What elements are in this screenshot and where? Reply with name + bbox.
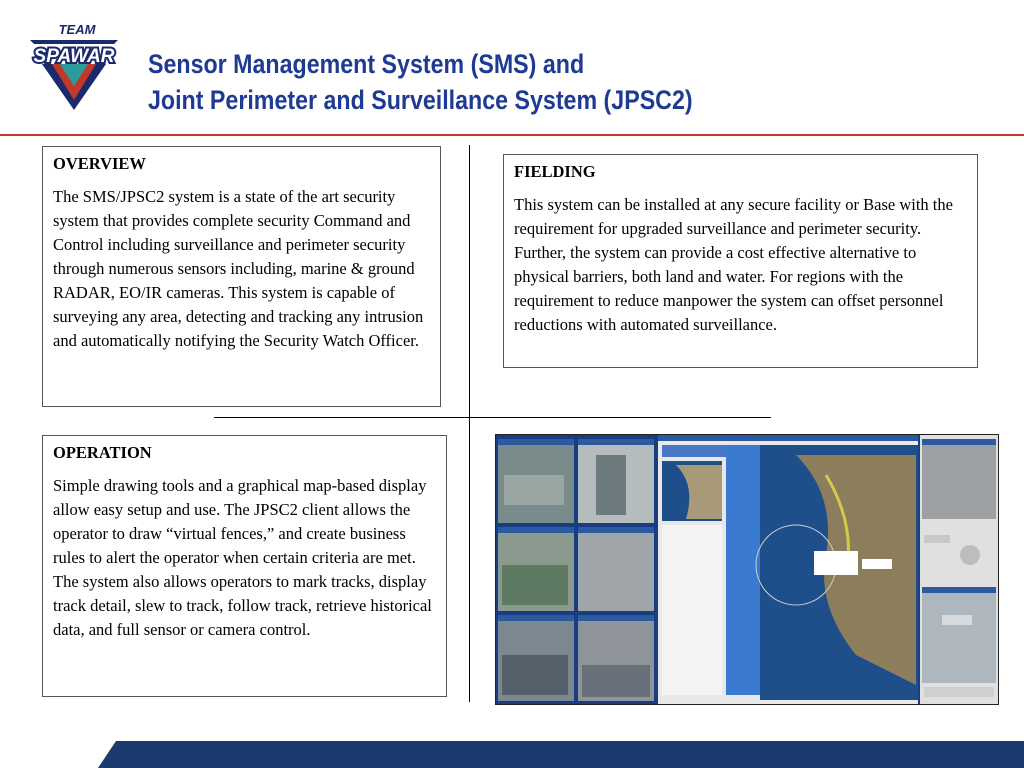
overview-heading: OVERVIEW: [53, 154, 146, 173]
header-divider: [0, 134, 1024, 136]
overview-box: [42, 146, 441, 407]
fielding-heading: FIELDING: [514, 162, 596, 181]
operation-heading: OPERATION: [53, 443, 152, 462]
horizontal-divider: [214, 417, 771, 418]
spawar-logo-icon: [24, 22, 124, 112]
fielding-body: This system can be installed at any secure facility or Base with the requirement for upgraded surveillance and perimeter security. Further, the system can provide a cost effective alternative to physical barriers, both land and water. For regions with the requirement to reduce manpower the system can offset personnel reductions with automated surveillance.: [514, 195, 953, 334]
logo-brand-text: SPAWAR: [33, 46, 115, 67]
page-title-line-1: Sensor Management System (SMS) and: [148, 49, 585, 79]
logo-team-text: TEAM: [58, 22, 96, 37]
overview-body: The SMS/JPSC2 system is a state of the art security system that provides complete security Command and Control including surveillance and perimeter security through numerous sensors including, marine & ground RADAR, EO/IR cameras. This system is capable of surveying any area, detecting and tracking any intrusion and automatically notifying the Security Watch Officer.: [53, 187, 424, 350]
page-title-line-2: Joint Perimeter and Surveillance System (JPSC2): [148, 85, 693, 115]
footer-bar-shape: [0, 738, 1024, 768]
vertical-divider: [469, 145, 470, 702]
operation-body: Simple drawing tools and a graphical map-based display allow easy setup and use. The JPSC2 client allows the operator to draw “virtual fences,” and create business rules to alert the operator when certain criteria are met. The system also allows operators to mark tracks, display track detail, slew to track, follow track, retrieve historical data, and full sensor or camera control.: [53, 476, 432, 639]
footer-bar: [0, 738, 1024, 768]
page-title: [148, 46, 693, 118]
operation-box: [42, 435, 447, 697]
jpsc2-client-screenshot: [495, 434, 999, 705]
team-spawar-logo: [24, 22, 124, 112]
fielding-box: [503, 154, 978, 368]
jpsc2-client-screenshot-icon: [496, 435, 998, 704]
